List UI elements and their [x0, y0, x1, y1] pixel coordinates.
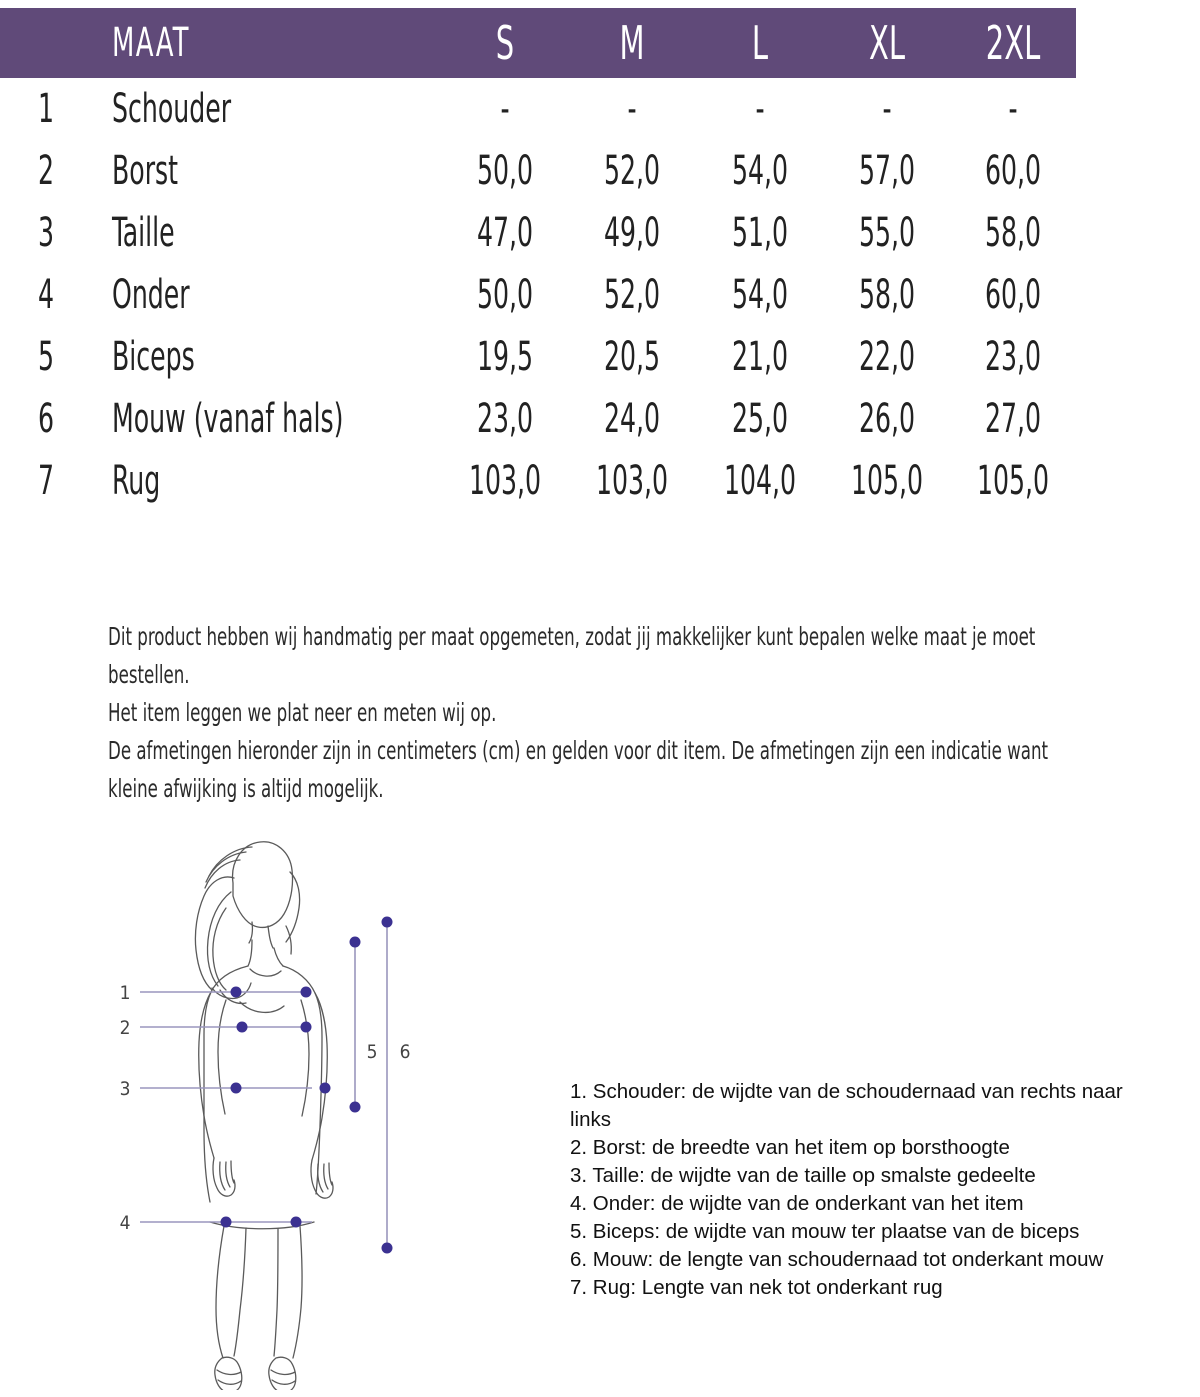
header-size-m: M — [619, 16, 645, 70]
measurement-figure — [100, 830, 440, 1390]
cell-xl: 22,0 — [858, 334, 916, 380]
legend-item-7: 7. Rug: Lengte van nek tot onderkant rug — [570, 1276, 943, 1299]
cell-xl: 26,0 — [858, 396, 916, 442]
cell-s: 19,5 — [476, 334, 534, 380]
description-line: Het item leggen we plat neer en meten wij op. — [108, 698, 497, 727]
header-maat-label: MAAT — [112, 20, 190, 66]
figure-marker-5: 5 — [366, 1041, 378, 1063]
table-row — [0, 388, 1100, 450]
cell-m: 103,0 — [595, 458, 669, 504]
marker-dot-biceps-bottom — [350, 1102, 361, 1113]
cell-m: 20,5 — [603, 334, 661, 380]
cell-xl: - — [882, 86, 892, 132]
description-line: Dit product hebben wij handmatig per maat opgemeten, zodat jij makkelijker kunt bepalen welke maat je moet — [108, 622, 1036, 651]
cell-2xl: 23,0 — [984, 334, 1042, 380]
figure-marker-4: 4 — [119, 1212, 131, 1234]
cell-s: - — [500, 86, 510, 132]
cell-2xl: 60,0 — [984, 148, 1042, 194]
marker-dot-chest-right — [301, 1022, 312, 1033]
table-row — [0, 264, 1100, 326]
row-number: 4 — [38, 272, 55, 318]
cell-m: 52,0 — [603, 272, 661, 318]
cell-m: - — [627, 86, 637, 132]
table-row — [0, 78, 1100, 140]
table-row — [0, 326, 1100, 388]
header-size-2xl: 2XL — [985, 16, 1041, 70]
cell-l: 54,0 — [731, 148, 789, 194]
header-size-l: L — [751, 16, 769, 70]
marker-dot-waist-right — [320, 1083, 331, 1094]
cell-m: 24,0 — [603, 396, 661, 442]
cell-2xl: 27,0 — [984, 396, 1042, 442]
cell-l: 25,0 — [731, 396, 789, 442]
cell-xl: 58,0 — [858, 272, 916, 318]
size-table-header — [0, 8, 1076, 78]
cell-s: 47,0 — [476, 210, 534, 256]
legend-item-3: 3. Taille: de wijdte van de taille op smalste gedeelte — [570, 1164, 1036, 1187]
header-size-s: S — [495, 16, 515, 70]
legend-item-1-cont: links — [570, 1108, 612, 1131]
row-label: Mouw (vanaf hals) — [112, 396, 344, 442]
legend-item-6: 6. Mouw: de lengte van schoudernaad tot onderkant mouw — [570, 1248, 1104, 1271]
cell-xl: 57,0 — [858, 148, 916, 194]
legend-item-1: 1. Schouder: de wijdte van de schoudernaad van rechts naar — [570, 1080, 1123, 1103]
marker-dot-hem-right — [291, 1217, 302, 1228]
figure-svg — [100, 830, 440, 1390]
figure-marker-6: 6 — [399, 1041, 411, 1063]
cell-l: 21,0 — [731, 334, 789, 380]
measurement-description — [108, 618, 1168, 808]
row-number: 7 — [38, 458, 55, 504]
cell-m: 52,0 — [603, 148, 661, 194]
legend-item-2: 2. Borst: de breedte van het item op borsthoogte — [570, 1136, 1010, 1159]
row-number: 1 — [38, 86, 55, 132]
marker-dot-biceps-top — [350, 937, 361, 948]
marker-dot-chest-left — [237, 1022, 248, 1033]
marker-dot-hem-left — [221, 1217, 232, 1228]
cell-xl: 55,0 — [858, 210, 916, 256]
row-number: 6 — [38, 396, 55, 442]
figure-marker-3: 3 — [119, 1078, 131, 1100]
description-line: De afmetingen hieronder zijn in centimeters (cm) en gelden voor dit item. De afmetingen zijn een indicatie want — [108, 736, 1049, 765]
header-size-xl: XL — [869, 16, 905, 70]
legend-item-4: 4. Onder: de wijdte van de onderkant van het item — [570, 1192, 1024, 1215]
cell-s: 50,0 — [476, 148, 534, 194]
marker-dot-waist-left — [231, 1083, 242, 1094]
cell-xl: 105,0 — [850, 458, 924, 504]
measurement-guides — [140, 922, 387, 1248]
cell-l: - — [755, 86, 765, 132]
figure-marker-2: 2 — [119, 1017, 131, 1039]
legend-item-5: 5. Biceps: de wijdte van mouw ter plaatse van de biceps — [570, 1220, 1080, 1243]
size-table-body — [0, 78, 1100, 512]
description-line: bestellen. — [108, 660, 190, 689]
cell-2xl: 105,0 — [976, 458, 1050, 504]
row-label: Biceps — [112, 334, 195, 380]
cell-l: 104,0 — [723, 458, 797, 504]
cell-l: 54,0 — [731, 272, 789, 318]
marker-dot-sleeve-bottom — [382, 1243, 393, 1254]
row-number: 3 — [38, 210, 55, 256]
table-row — [0, 450, 1100, 512]
cell-m: 49,0 — [603, 210, 661, 256]
table-row — [0, 140, 1100, 202]
measurement-legend — [570, 1078, 1190, 1302]
description-line: kleine afwijking is altijd mogelijk. — [108, 774, 384, 803]
cell-2xl: 58,0 — [984, 210, 1042, 256]
body-sketch — [195, 842, 333, 1390]
cell-s: 23,0 — [476, 396, 534, 442]
marker-dot-shoulder-right — [301, 987, 312, 998]
cell-2xl: 60,0 — [984, 272, 1042, 318]
row-number: 5 — [38, 334, 55, 380]
table-row — [0, 202, 1100, 264]
row-label: Rug — [112, 458, 161, 504]
row-label: Taille — [112, 210, 175, 256]
row-number: 2 — [38, 148, 55, 194]
marker-dot-shoulder-left — [231, 987, 242, 998]
marker-dot-sleeve-top — [382, 917, 393, 928]
figure-marker-1: 1 — [119, 982, 131, 1004]
cell-2xl: - — [1008, 86, 1018, 132]
cell-s: 103,0 — [468, 458, 542, 504]
row-label: Schouder — [112, 86, 232, 132]
cell-l: 51,0 — [731, 210, 789, 256]
row-label: Borst — [112, 148, 179, 194]
row-label: Onder — [112, 272, 190, 318]
cell-s: 50,0 — [476, 272, 534, 318]
